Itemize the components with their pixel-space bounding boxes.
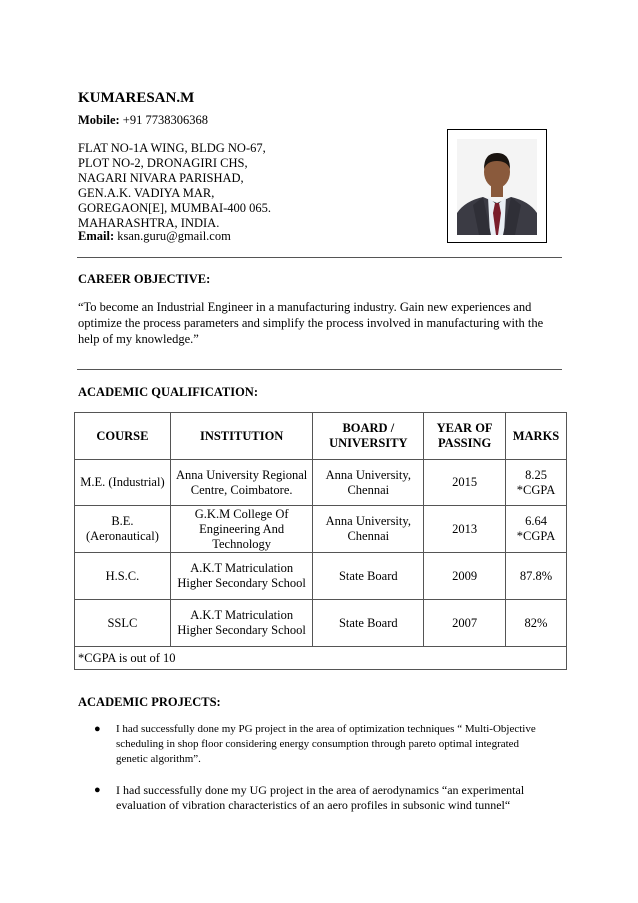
cell-board: Anna University, Chennai [313, 506, 424, 553]
bullet-icon: ● [94, 723, 101, 735]
project-description: I had successfully done my PG project in the area of optimization techniques “ Multi-Objective scheduling in shop floor considering energy consumption through pareto optimal integrated genetic algorithm”. [116, 723, 536, 765]
academic-projects-list [92, 722, 552, 813]
cell-year: 2009 [424, 553, 506, 600]
cell-board: Anna University, Chennai [313, 460, 424, 506]
mobile-line [78, 113, 208, 128]
profile-photo-frame [447, 129, 547, 243]
cell-course: H.S.C. [75, 553, 171, 600]
cell-course: B.E. (Aeronautical) [75, 506, 171, 553]
cell-board: State Board [313, 600, 424, 647]
table-row [75, 506, 567, 553]
postal-address [78, 141, 438, 231]
section-divider [77, 257, 562, 258]
column-header-course: COURSE [75, 413, 171, 460]
column-header-institution: INSTITUTION [170, 413, 313, 460]
cell-institution: Anna University Regional Centre, Coimbatore. [170, 460, 313, 506]
career-objective-heading: CAREER OBJECTIVE: [78, 272, 211, 286]
mobile-number: +91 7738306368 [119, 113, 208, 127]
email-line [78, 229, 231, 244]
column-header-year: YEAR OF PASSING [424, 413, 506, 460]
section-divider [77, 369, 562, 370]
career-objective-text: “To become an Industrial Engineer in a manufacturing industry. Gain new experiences and optimize the process parameters and simplify the process involved in manufacturing with the help of my knowledge.” [78, 300, 544, 346]
table-row [75, 460, 567, 506]
cell-marks: 87.8% [506, 553, 567, 600]
table-header-row [75, 413, 567, 460]
cell-institution: A.K.T Matriculation Higher Secondary School [170, 553, 313, 600]
cell-board: State Board [313, 553, 424, 600]
address-line: FLAT NO-1A WING, BLDG NO-67, [78, 141, 266, 155]
table-row [75, 553, 567, 600]
academic-projects-heading: ACADEMIC PROJECTS: [78, 695, 221, 709]
academic-qualification-table [74, 412, 567, 670]
address-line: PLOT NO-2, DRONAGIRI CHS, [78, 156, 248, 170]
cell-year: 2007 [424, 600, 506, 647]
column-header-marks: MARKS [506, 413, 567, 460]
address-line: NAGARI NIVARA PARISHAD, [78, 171, 244, 185]
list-item [92, 783, 552, 813]
project-description: I had successfully done my UG project in the area of aerodynamics “an experimental evaluation of vibration characteristics of an aero profiles in subsonic wind tunnel“ [116, 783, 525, 812]
cell-marks: 8.25 *CGPA [506, 460, 567, 506]
cell-marks: 82% [506, 600, 567, 647]
table-row [75, 600, 567, 647]
academic-qualification-heading: ACADEMIC QUALIFICATION: [78, 385, 258, 399]
cell-institution: G.K.M College Of Engineering And Technology [170, 506, 313, 553]
address-line: GOREGAON[E], MUMBAI-400 065. [78, 201, 272, 215]
email-address: ksan.guru@gmail.com [114, 229, 231, 243]
cell-year: 2013 [424, 506, 506, 553]
profile-photo [457, 139, 537, 235]
cell-marks: 6.64 *CGPA [506, 506, 567, 553]
cell-institution: A.K.T Matriculation Higher Secondary School [170, 600, 313, 647]
list-item [92, 722, 552, 767]
table-footnote-row [75, 647, 567, 670]
mobile-label: Mobile: [78, 113, 120, 127]
cell-course: SSLC [75, 600, 171, 647]
address-line: GEN.A.K. VADIYA MAR, [78, 186, 215, 200]
column-header-board: BOARD / UNIVERSITY [313, 413, 424, 460]
email-label: Email: [78, 229, 115, 243]
address-line: MAHARASHTRA, INDIA. [78, 216, 220, 230]
bullet-icon: ● [94, 784, 101, 796]
cell-year: 2015 [424, 460, 506, 506]
candidate-name: KUMARESAN.M [78, 90, 195, 106]
cell-course: M.E. (Industrial) [75, 460, 171, 506]
cgpa-footnote: *CGPA is out of 10 [75, 647, 567, 670]
